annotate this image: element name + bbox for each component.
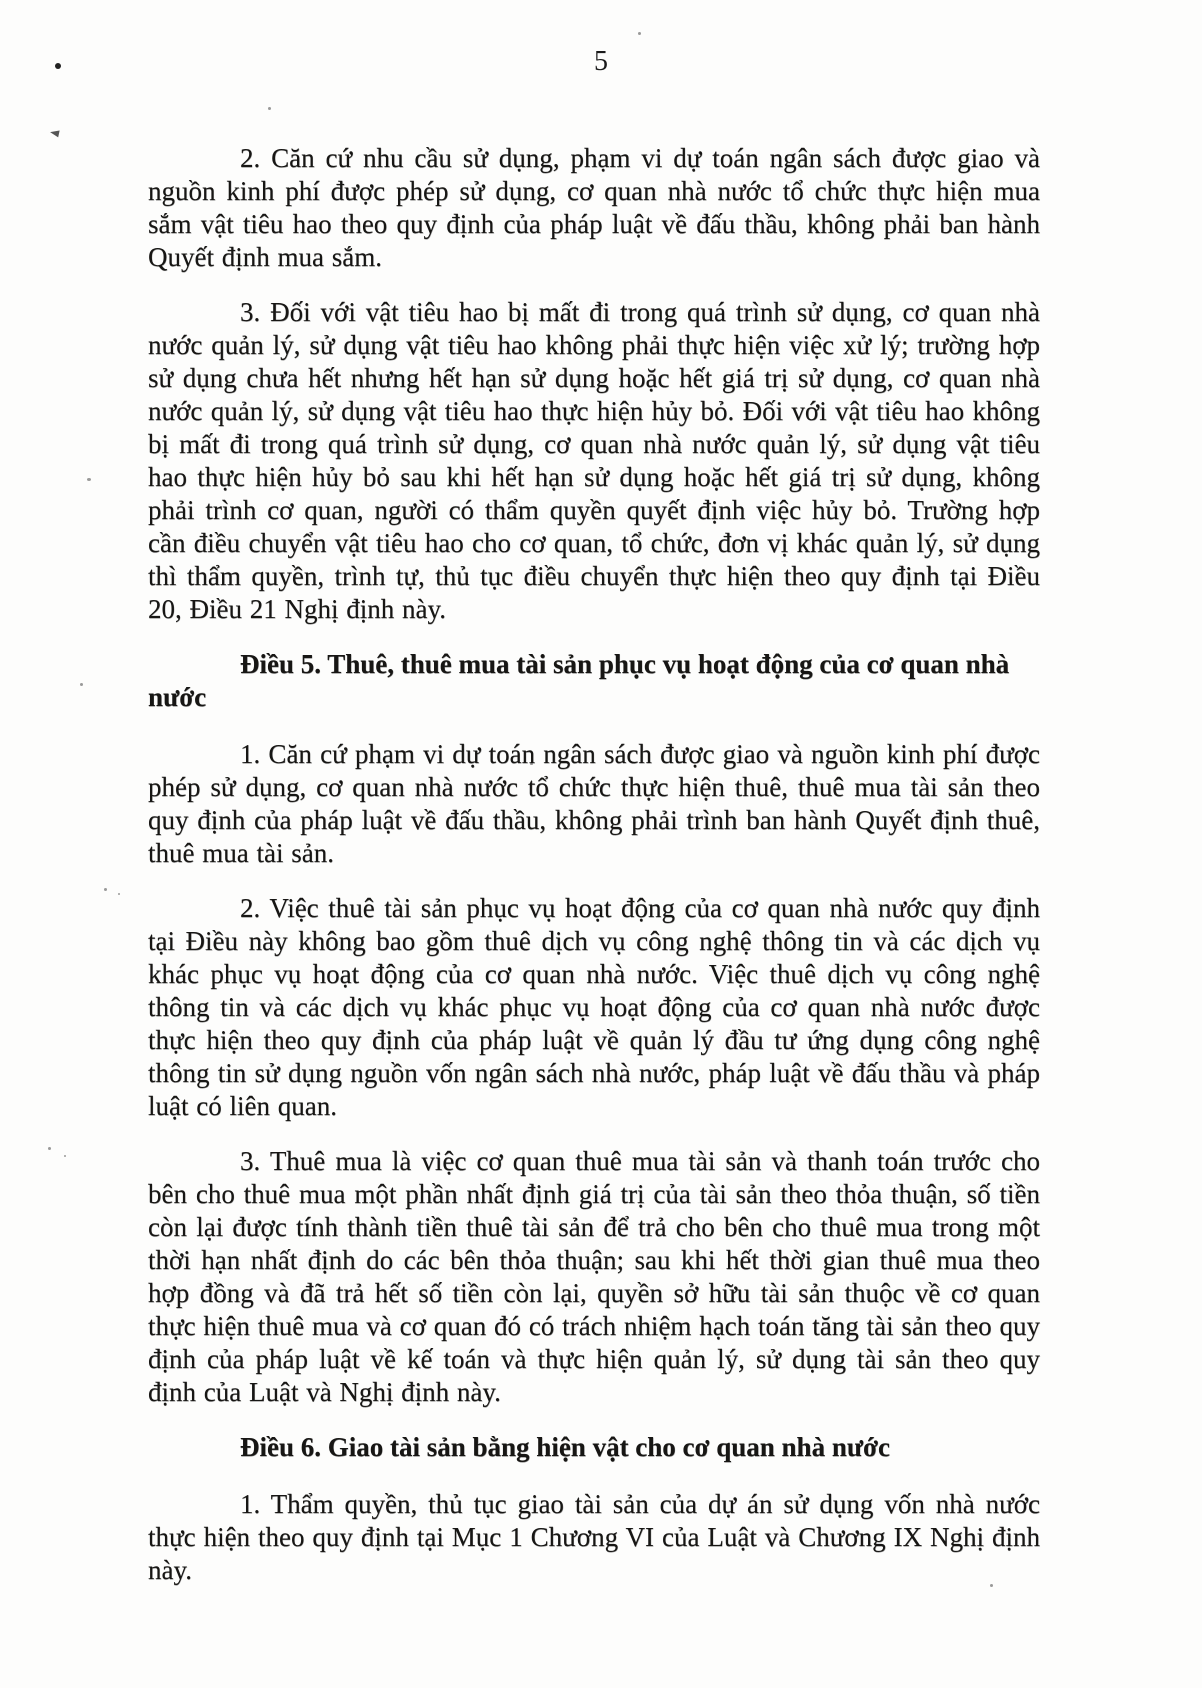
article-5-heading: Điều 5. Thuê, thuê mua tài sản phục vụ hoạt động của cơ quan nhà nước: [148, 649, 1010, 712]
scan-speck: [48, 1147, 51, 1150]
scan-speck: [64, 1155, 66, 1157]
document-body: [148, 142, 1040, 1609]
scan-speck: [990, 1584, 993, 1587]
scan-speck: [638, 32, 641, 35]
page-number: 5: [594, 46, 608, 77]
scan-speck: [268, 107, 271, 110]
article-5-clause-2: 2. Việc thuê tài sản phục vụ hoạt động của cơ quan nhà nước quy định tại Điều này không bao gồm thuê dịch vụ công nghệ thông tin và các dịch vụ khác phục vụ hoạt động của cơ quan nhà nước. Việc thuê dịch vụ công nghệ thông tin và các dịch vụ khác phục vụ hoạt động của cơ quan nhà nước được thực hiện theo quy định của pháp luật về quản lý đầu tư ứng dụng công nghệ thông tin sử dụng nguồn vốn ngân sách nhà nước, pháp luật về đấu thầu và pháp luật có liên quan.: [148, 893, 1040, 1121]
scan-mark: [49, 129, 59, 138]
scan-speck: [87, 478, 91, 481]
scan-speck: [118, 893, 120, 895]
scan-speck: [530, 763, 533, 765]
clause-2-paragraph: 2. Căn cứ nhu cầu sử dụng, phạm vi dự toán ngân sách được giao và nguồn kinh phí được phép sử dụng, cơ quan nhà nước tổ chức thực hiện mua sắm vật tiêu hao theo quy định của pháp luật về đấu thầu, không phải ban hành Quyết định mua sắm.: [148, 143, 1040, 272]
scan-speck: [104, 888, 107, 891]
scan-speck: [80, 683, 83, 686]
article-6-heading: Điều 6. Giao tài sản bằng hiện vật cho cơ quan nhà nước: [240, 1432, 890, 1462]
article-5-clause-1: 1. Căn cứ phạm vi dự toán ngân sách được giao và nguồn kinh phí được phép sử dụng, cơ quan nhà nước tổ chức thực hiện thuê, thuê mua tài sản theo quy định của pháp luật về đấu thầu, không phải trình ban hành Quyết định thuê, thuê mua tài sản.: [148, 739, 1040, 868]
article-6-clause-1: 1. Thẩm quyền, thủ tục giao tài sản của dự án sử dụng vốn nhà nước thực hiện theo quy định tại Mục 1 Chương VI của Luật và Chương IX Nghị định này.: [148, 1489, 1040, 1585]
article-5-clause-3: 3. Thuê mua là việc cơ quan thuê mua tài sản và thanh toán trước cho bên cho thuê mua một phần nhất định giá trị của tài sản theo thỏa thuận, số tiền còn lại được tính thành tiền thuê tài sản để trả cho bên cho thuê mua trong một thời hạn nhất định do các bên thỏa thuận; sau khi hết thời gian thuê mua theo hợp đồng và đã trả hết số tiền còn lại, quyền sở hữu tài sản thuộc về cơ quan thực hiện thuê mua và cơ quan đó có trách nhiệm hạch toán tăng tài sản theo quy định của pháp luật về kế toán và thực hiện quản lý, sử dụng tài sản theo quy định của Luật và Nghị định này.: [148, 1146, 1040, 1407]
scan-speck: [55, 63, 61, 69]
clause-3-paragraph: 3. Đối với vật tiêu hao bị mất đi trong quá trình sử dụng, cơ quan nhà nước quản lý, sử dụng vật tiêu hao không phải thực hiện việc xử lý; trường hợp sử dụng chưa hết nhưng hết hạn sử dụng hoặc hết giá trị sử dụng, cơ quan nhà nước quản lý, sử dụng vật tiêu hao thực hiện hủy bỏ. Đối với vật tiêu hao không bị mất đi trong quá trình sử dụng, cơ quan nhà nước quản lý, sử dụng vật tiêu hao thực hiện hủy bỏ sau khi hết hạn sử dụng hoặc hết giá trị sử dụng, không phải trình cơ quan, người có thẩm quyền quyết định việc hủy bỏ. Trường hợp cần điều chuyển vật tiêu hao cho cơ quan, tổ chức, đơn vị khác quản lý, sử dụng thì thẩm quyền, trình tự, thủ tục điều chuyển thực hiện theo quy định tại Điều 20, Điều 21 Nghị định này.: [148, 297, 1040, 624]
